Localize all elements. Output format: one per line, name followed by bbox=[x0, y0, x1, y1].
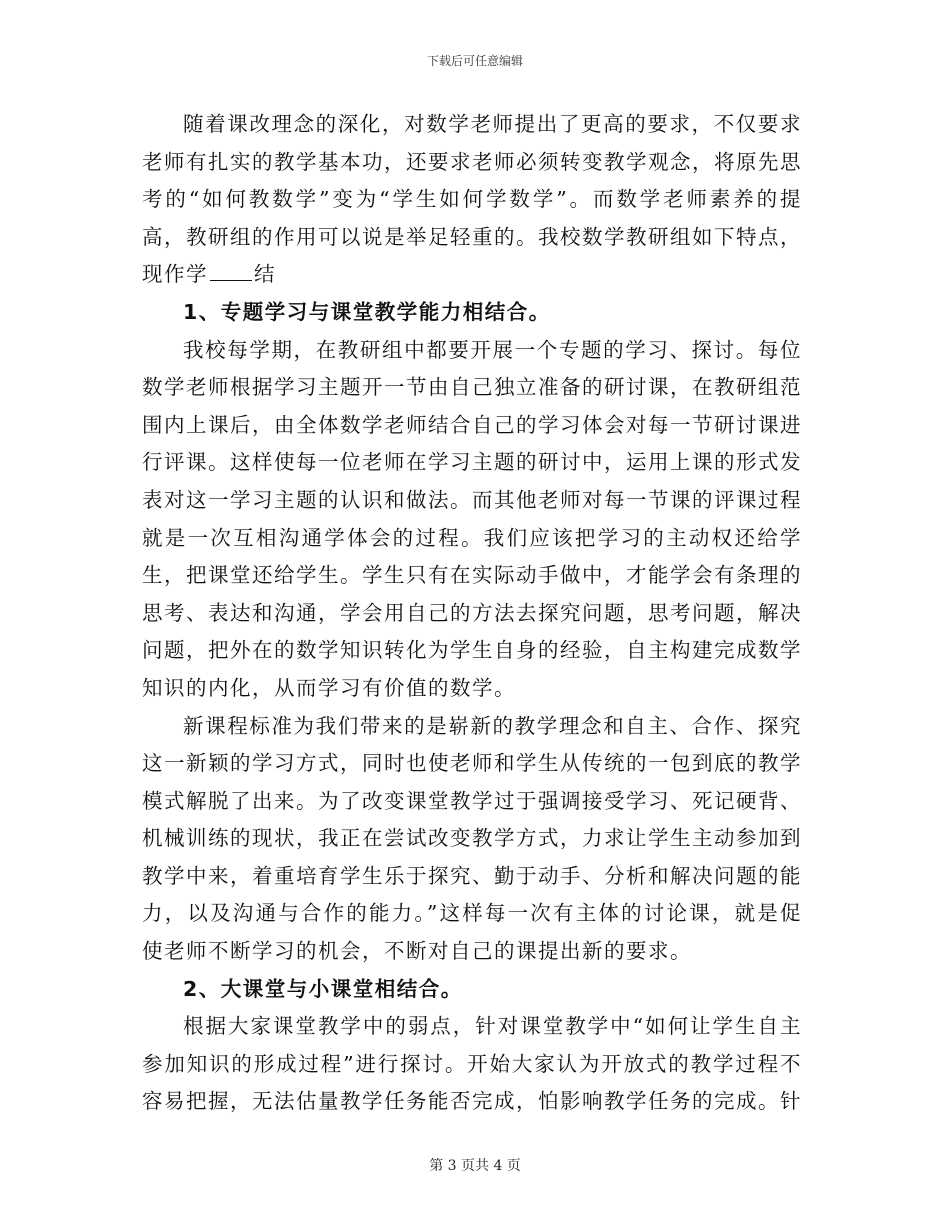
fill-blank bbox=[210, 279, 252, 281]
page-header: 下载后可任意编辑 bbox=[426, 54, 523, 68]
intro-text: 随着课改理念的深化，对数学老师提出了更高的要求，不仅要求老师有扎实的教学基本功，还要求老师必须转变教学观念，将原先思考的“如何教数学”变为“学生如何学数学”。而数学老师素养的提高，教研组的作用可以说是举足轻重的。我校数学教研组如下特点，现作学 bbox=[142, 112, 802, 287]
document-body bbox=[142, 106, 802, 1121]
paragraph-intro bbox=[142, 106, 802, 294]
section-heading-2: 2、大课堂与小课堂相结合。 bbox=[183, 976, 463, 1001]
section-heading-1: 1、专题学习与课堂教学能力相结合。 bbox=[183, 299, 551, 324]
intro-text-end: 结 bbox=[254, 262, 276, 287]
paragraph-classroom: 根据大家课堂教学中的弱点，针对课堂教学中“如何让学生自主参加知识的形成过程”进行探讨。开始大家认为开放式的教学过程不容易把握，无法估量教学任务能否完成，怕影响教学任务的完成。针 bbox=[142, 1014, 802, 1114]
paragraph-topic-study: 我校每学期，在教研组中都要开展一个专题的学习、探讨。每位数学老师根据学习主题开一节由自己独立准备的研讨课，在教研组范围内上课后，由全体数学老师结合自己的学习体会对每一节研讨课进行评课。这样使每一位老师在学习主题的研讨中，运用上课的形式发表对这一学习主题的认识和做法。而其他老师对每一节课的评课过程就是一次互相沟通学体会的过程。我们应该把学习的主动权还给学生，把课堂还给学生。学生只有在实际动手做中，才能学会有条理的思考、表达和沟通，学会用自己的方法去探究问题，思考问题，解决问题，把外在的数学知识转化为学生自身的经验，自主构建完成数学知识的内化，从而学习有价值的数学。 bbox=[142, 337, 802, 700]
page-footer: 第 3 页共 4 页 bbox=[429, 1158, 521, 1174]
paragraph-new-curriculum: 新课程标准为我们带来的是崭新的教学理念和自主、合作、探究这一新颖的学习方式，同时也使老师和学生从传统的一包到底的教学模式解脱了出来。为了改变课堂教学过于强调接受学习、死记硬背、机械训练的现状，我正在尝试改变教学方式，力求让学生主动参加到教学中来，着重培育学生乐于探究、勤于动手、分析和解决问题的能力，以及沟通与合作的能力。”这样每一次有主体的讨论课，就是促使老师不断学习的机会，不断对自己的课提出新的要求。 bbox=[142, 713, 802, 964]
